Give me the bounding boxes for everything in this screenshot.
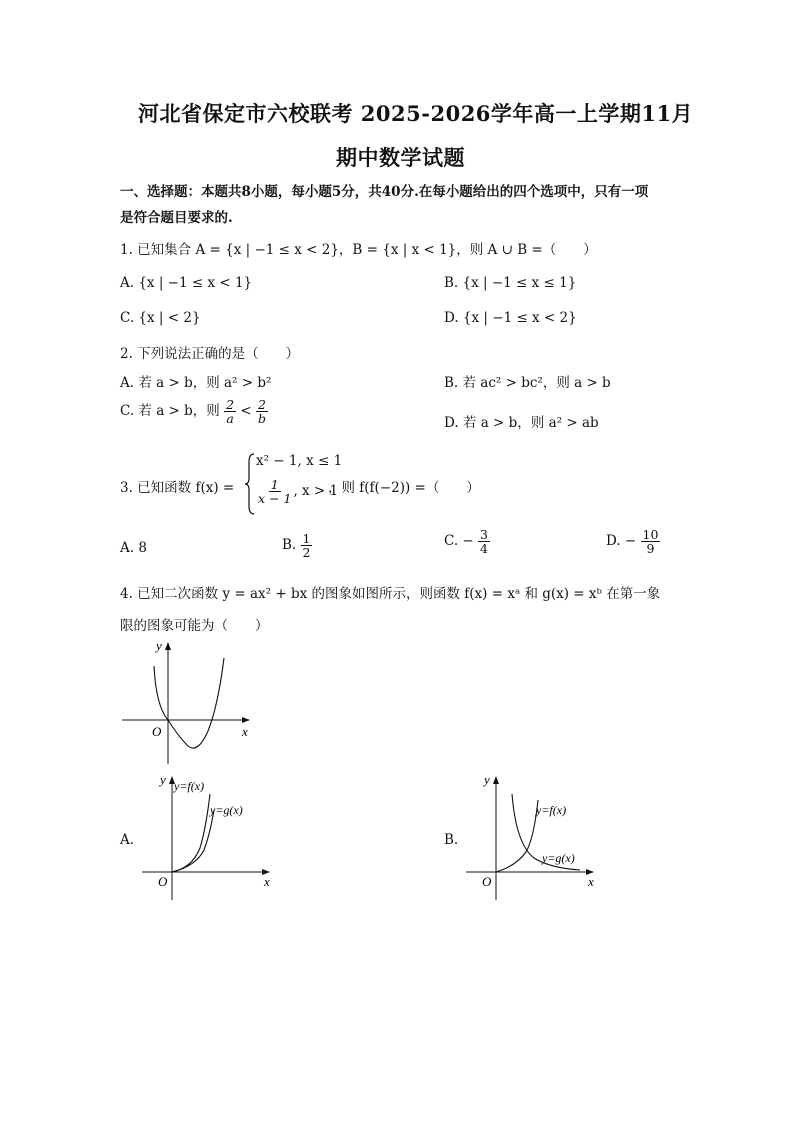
q2-option-b: B. 若 ac² > bc²，则 a > b [444,375,611,391]
x-axis-arrow [242,717,250,723]
q2-option-d: D. 若 a > b，则 a² > ab [444,415,599,431]
origin-label: O [482,874,492,889]
q4-stem-line-2: 限的图象可能为（ ） [120,618,269,634]
label-f: y=f(x) [536,803,567,817]
q1-option-d: D. {x | −1 ≤ x < 2} [444,310,577,326]
y-axis-arrow [493,776,499,784]
curve-g [172,810,214,872]
x-label: x [242,724,248,739]
y-label: y [160,772,166,787]
q3-b-den: 2 [302,545,311,561]
q3-brace [244,452,256,516]
q4-option-a-label: A. [120,832,135,848]
curve-f [496,800,538,872]
q2-c-fraction-2 [256,398,268,425]
curve-f [172,794,210,872]
q3-option-c [444,528,490,555]
q3-option-b [282,532,312,559]
q2-option-c-prefix: C. 若 a > b，则 [120,403,220,420]
title-line-1: 河北省保定市六校联考 2025-2026学年高一上学期11月 [138,101,694,126]
y-axis-arrow [165,642,171,650]
q1-option-c: C. {x | < 2} [120,310,201,326]
q3-d-fraction [641,528,661,555]
parabola-curve [154,658,224,748]
q3-option-d [606,528,660,555]
q2-c-num-1: 2 [226,397,235,412]
q2-option-c [120,398,268,425]
q3-d-num: 10 [642,527,659,542]
q3-case-2-den: x − 1 [258,491,292,507]
section-1-instruction-1: 一、选择题：本题共8小题，每小题5分，共40分.在每小题给出的四个选项中，只有一项 [120,184,649,200]
q3-b-fraction [301,532,313,559]
q3-case-2-cond: , x > 1 [293,483,339,500]
q4-stem-line-1: 4. 已知二次函数 y = ax² + bx 的图象如图所示，则函数 f(x) = xᵃ 和 g(x) = xᵇ 在第一象 [120,586,661,602]
q3-case-1: x² − 1, x ≤ 1 [256,453,343,469]
x-label: x [264,874,270,889]
q3-option-b-label: B. [282,537,297,554]
x-label: x [588,874,594,889]
q3-c-den: 4 [480,541,488,557]
label-f: y=f(x) [174,779,205,793]
q3-option-c-label: C. − [444,533,474,550]
q3-option-d-label: D. − [606,533,637,550]
q2-c-den-2: b [257,411,266,427]
q3-case-2-num: 1 [270,477,279,492]
q2-option-a: A. 若 a > b，则 a² > b² [120,375,272,391]
q1-option-a: A. {x | −1 ≤ x < 1} [120,275,253,291]
label-g: y=g(x) [210,803,243,817]
q2-stem: 2. 下列说法正确的是（ ） [120,346,300,362]
q2-c-den-1: a [226,411,234,427]
q3-c-fraction [478,528,490,555]
q2-c-relation: < [240,403,252,420]
q4-option-a-graph [140,770,280,904]
q3-prefix: 3. 已知函数 f(x) = [120,480,235,496]
q4-option-b-label: B. [444,832,459,848]
origin-label: O [152,724,162,739]
section-1-instruction-2: 是符合题目要求的. [120,210,233,226]
q3-c-num: 3 [480,527,488,542]
q3-case-2-fraction [256,478,293,505]
y-label: y [484,772,490,787]
q3-suffix: ，则 f(f(−2)) =（ ） [328,480,480,496]
title-line-2: 期中数学试题 [336,145,465,170]
origin-label: O [158,874,168,889]
q3-case-2 [256,478,338,505]
q2-c-num-2: 2 [258,397,266,412]
q2-c-fraction-1 [224,398,236,425]
q4-parabola-graph [118,636,258,768]
q3-b-num: 1 [302,531,311,546]
label-g: y=g(x) [542,851,575,865]
q3-option-a: A. 8 [120,540,147,556]
q1-stem: 1. 已知集合 A = {x | −1 ≤ x < 2}，B = {x | x < 1}，则 A ∪ B =（ ） [120,242,597,258]
q3-d-den: 9 [646,541,655,557]
q4-option-b-graph [464,770,604,904]
q1-option-b: B. {x | −1 ≤ x ≤ 1} [444,275,577,291]
y-label: y [156,638,162,653]
